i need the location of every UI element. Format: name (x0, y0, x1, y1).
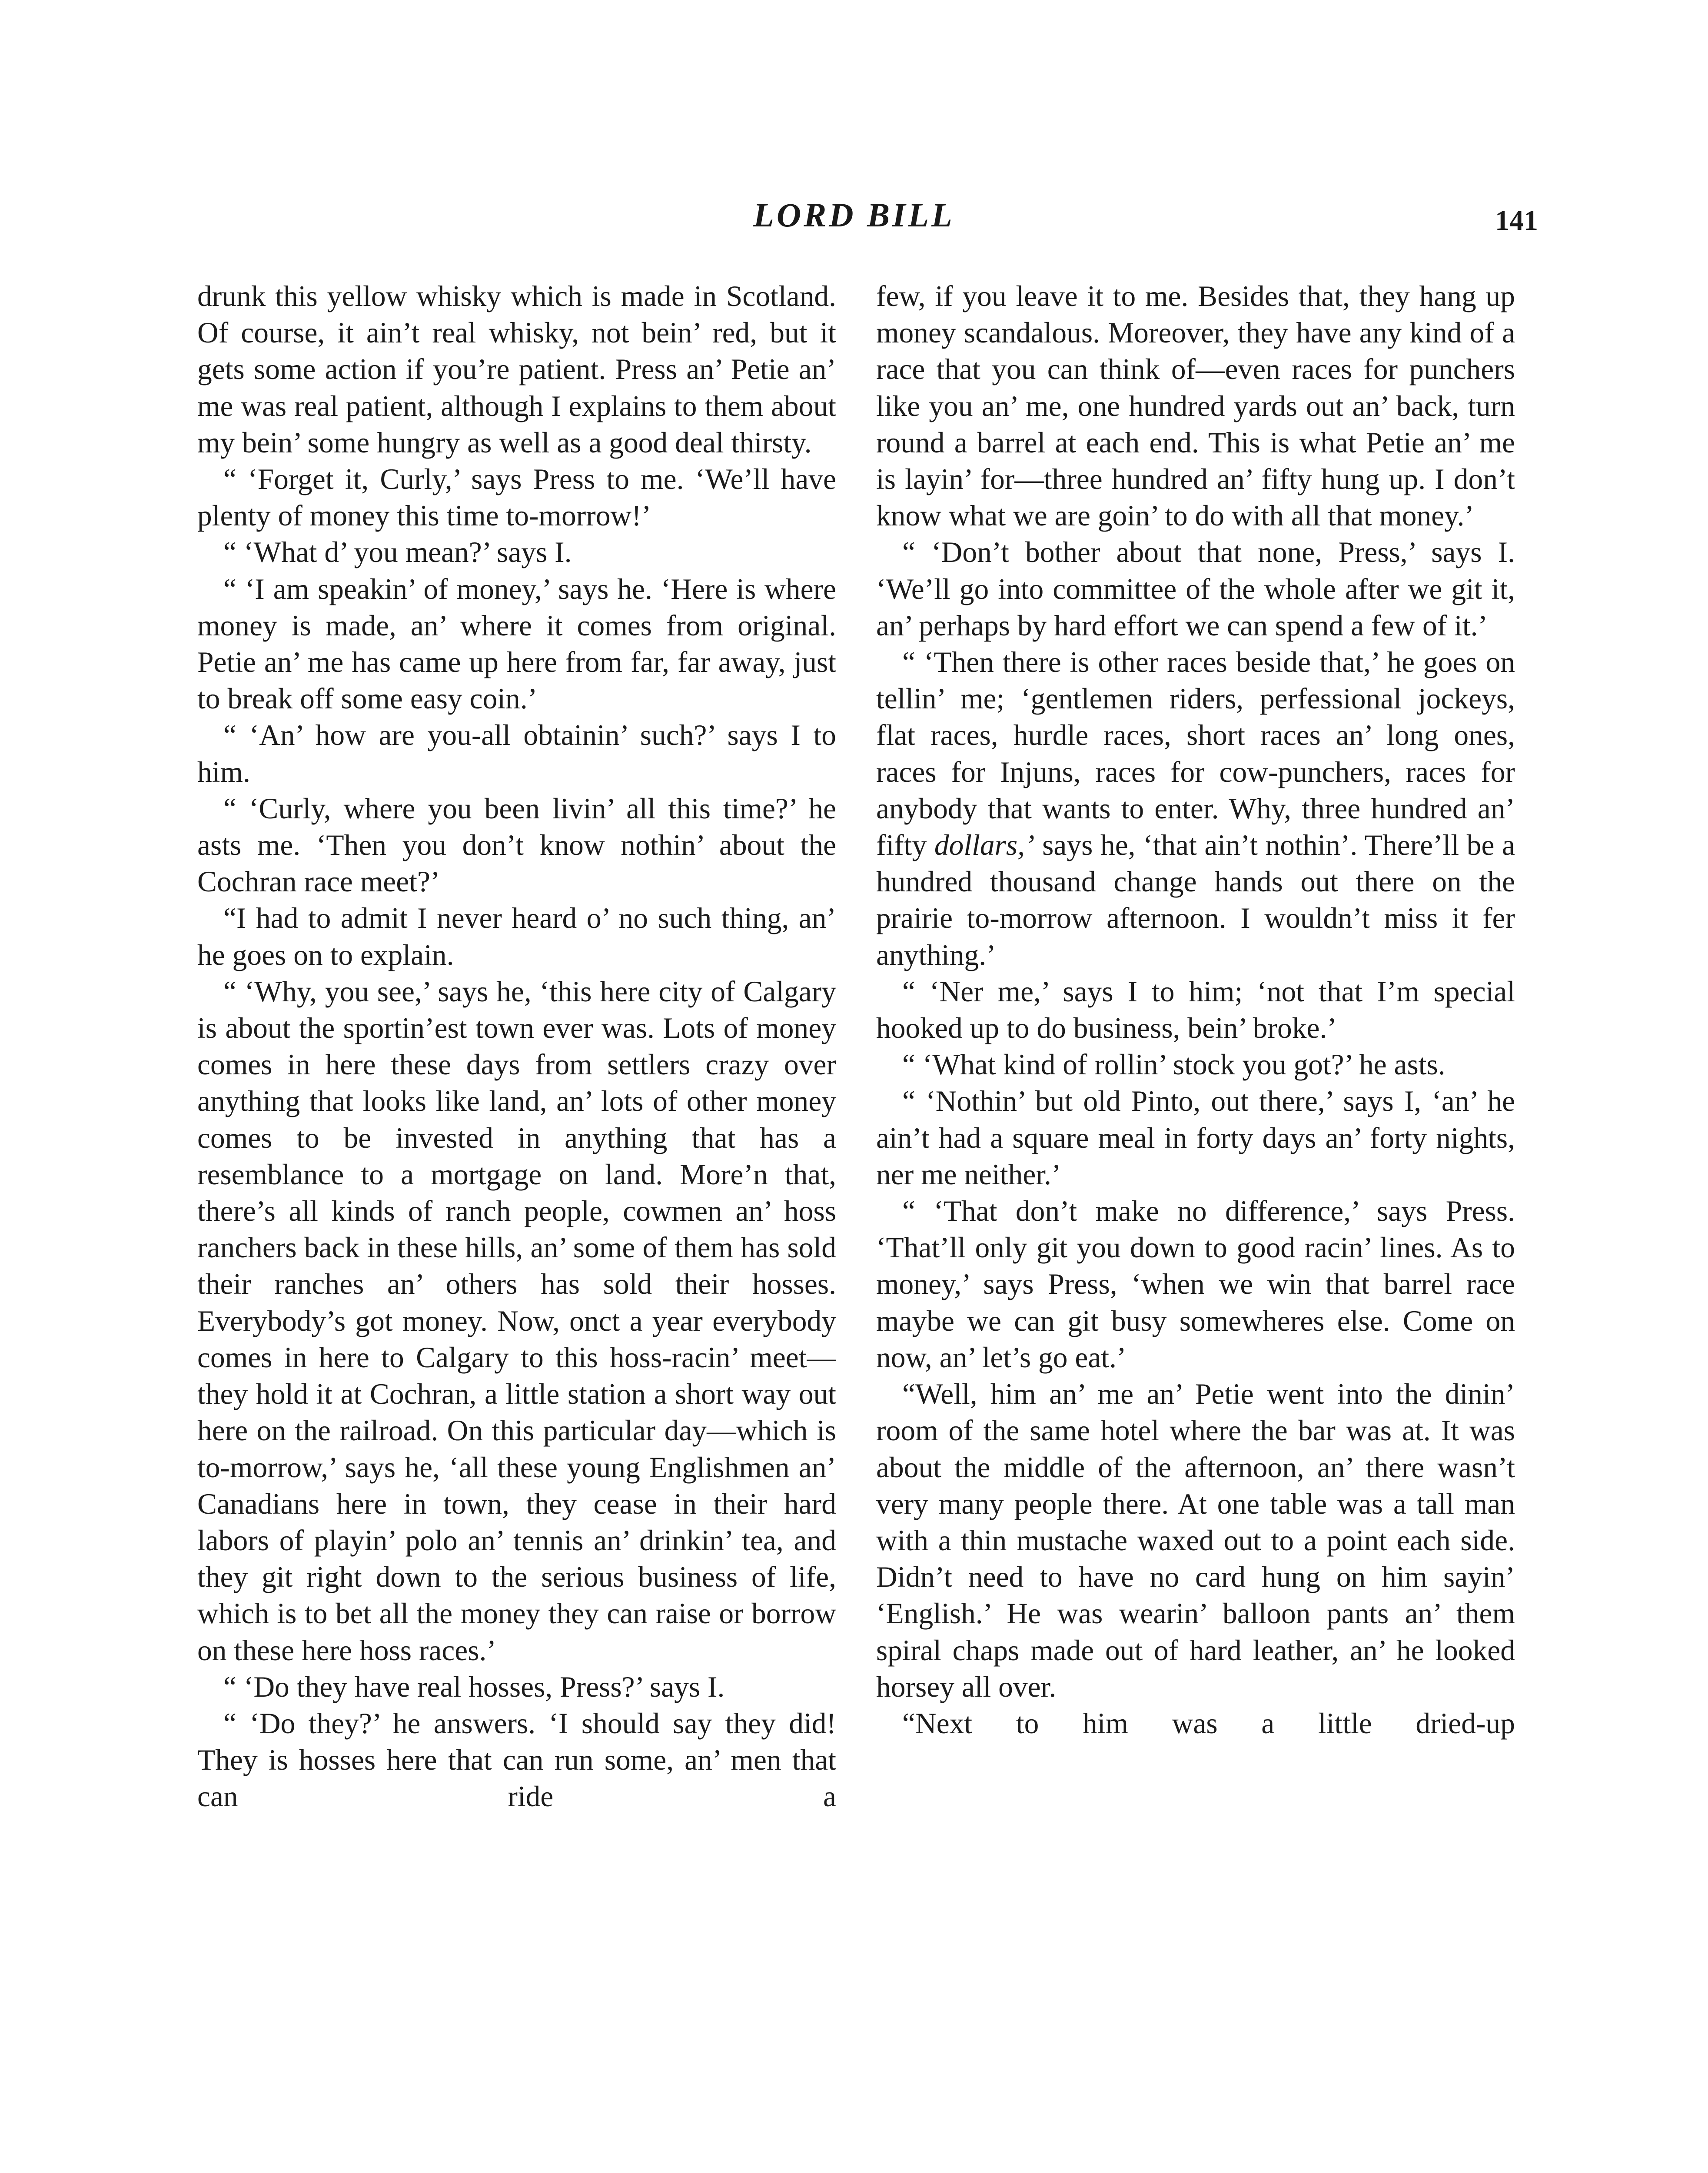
paragraph: “ ‘Do they have real hosses, Press?’ says I. (223, 1670, 725, 1703)
paragraph: “ ‘Nothin’ but old Pinto, out there,’ says I, ‘an’ he ain’t had a square meal in forty days an’ forty nights, ner me neither.’ (876, 1085, 1515, 1191)
running-head-title: LORD BILL (753, 196, 955, 234)
paragraph: “ ‘An’ how are you-all obtainin’ such?’ says I to him. (197, 719, 836, 788)
paragraph: “Well, him an’ me an’ Petie went into the dinin’ room of the same hotel where the bar was at. It was about the middle of the afternoon, an’ there wasn’t very many people there. At one table was a tall man with a thin mustache waxed out to a point each side. Didn’t need to have no card hung on him sayin’ ‘English.’ He was wearin’ balloon pants an’ them spiral chaps made out of hard leather, an’ he looked horsey all over. (876, 1378, 1515, 1703)
paragraph: “ ‘Curly, where you been livin’ all this time?’ he asts me. ‘Then you don’t know nothin’ about the Cochran race meet?’ (197, 792, 836, 898)
paragraph: “ ‘What d’ you mean?’ says I. (223, 536, 572, 569)
paragraph: “ ‘That don’t make no difference,’ says Press. ‘That’ll only git you down to good racin’ lines. As to money,’ says Press, ‘when we win that barrel race maybe we can git busy somewheres else. Come on now, an’ let’s go eat.’ (876, 1195, 1515, 1374)
paragraph: drunk this yellow whisky which is made in Scotland. Of course, it ain’t real whisky, not bein’ red, but it gets some action if you’re patient. Press an’ Petie an’ me was real patient, although I explains to them about my bein’ some hungry as well as a good deal thirsty. (197, 280, 836, 459)
paragraph: few, if you leave it to me. Besides that, they hang up money scandalous. Moreover, they have any kind of a race that you can think of—even races for punchers like you an’ me, one hundred yards out an’ back, turn round a barrel at each end. This is what Petie an’ me is layin’ for—three hundred an’ fifty hung up. I don’t know what we are goin’ to do with all that money.’ (876, 280, 1515, 532)
right-column (876, 278, 1515, 2173)
left-column (197, 278, 836, 2173)
paragraph: “ ‘Do they?’ he answers. ‘I should say they did! They is hosses here that can run some, an’ men that can ride a (197, 1707, 836, 1813)
paragraph-text: says he, ‘that ain’t nothin’. There’ll be a hundred thousand change hands out there on the prairie to-morrow afternoon. I wouldn’t miss it fer anything.’ (876, 829, 1515, 971)
paragraph: “ ‘Don’t bother about that none, Press,’ says I. ‘We’ll go into committee of the whole after we git it, an’ perhaps by hard effort we can spend a few of it.’ (876, 536, 1515, 642)
paragraph: “ ‘Ner me,’ says I to him; ‘not that I’m special hooked up to do business, bein’ broke.’ (876, 975, 1515, 1045)
page-number: 141 (1495, 205, 1538, 236)
paragraph: “ ‘I am speakin’ of money,’ says he. ‘Here is where money is made, an’ where it comes from original. Petie an’ me has came up here from far, far away, just to break off some easy coin.’ (197, 572, 836, 715)
paragraph (876, 644, 1515, 974)
italic-word: dollars,’ (934, 829, 1035, 862)
paragraph: “ ‘Forget it, Curly,’ says Press to me. ‘We’ll have plenty of money this time to-morrow!’ (197, 463, 836, 532)
paragraph: “ ‘Why, you see,’ says he, ‘this here city of Calgary is about the sportin’est town ever was. Lots of money comes in here these days from settlers crazy over anything that looks like land, an’ lots of other money comes to be invested in anything that has a resemblance to a mortgage on land. More’n that, there’s all kinds of ranch people, cowmen an’ hoss ranchers back in these hills, an’ some of them has sold their ranches an’ others has sold their hosses. Everybody’s got money. Now, onct a year everybody comes in here to Calgary to this hoss-racin’ meet—they hold it at Cochran, a little station a short way out here on the railroad. On this particular day—which is to-morrow,’ says he, ‘all these young Englishmen an’ Canadians here in town, they cease in their hard labors of playin’ polo an’ tennis an’ drinkin’ tea, and they git right down to the serious business of life, which is to bet all the money they can raise or borrow on these here hoss races.’ (197, 975, 836, 1667)
paragraph: “Next to him was a little dried-up (902, 1707, 1515, 1740)
paragraph-text: “ ‘Then there is other races beside that,’ he goes on tellin’ me; ‘gentlemen riders, perfessional jockeys, flat races, hurdle races, short races an’ long ones, races for Injuns, races for cow-punchers, races for anybody that wants to enter. Why, three hundred an’ fifty (876, 646, 1515, 862)
paragraph: “ ‘What kind of rollin’ stock you got?’ he asts. (902, 1048, 1445, 1081)
paragraph: “I had to admit I never heard o’ no such thing, an’ he goes on to explain. (197, 902, 836, 971)
